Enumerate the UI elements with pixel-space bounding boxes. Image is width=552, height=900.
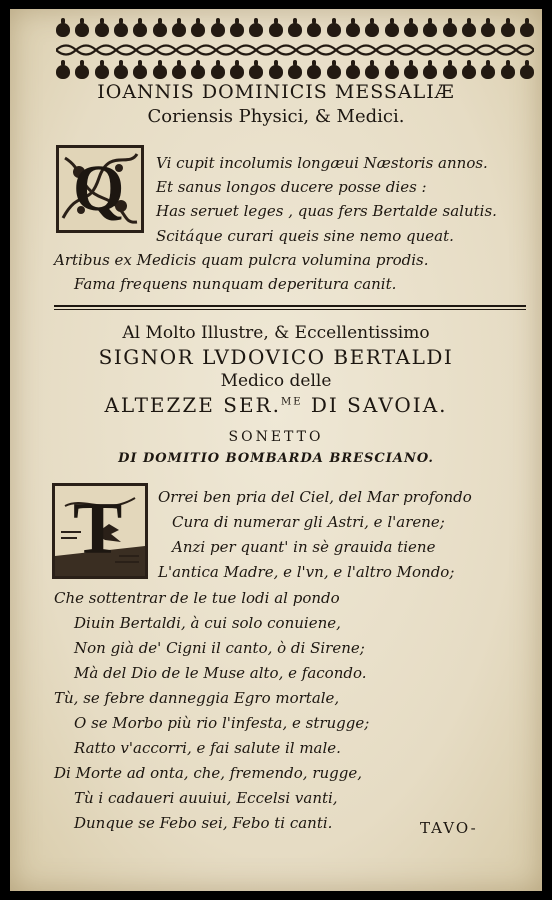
sonnet-line-9: Tù, se febre danneggia Egro mortale,	[54, 689, 340, 707]
epigram-initial-woodcut	[56, 145, 144, 233]
dedication-line2: SIGNOR LVDOVICO BERTALDI	[98, 345, 454, 369]
sonnet-heading: SONETTO	[228, 429, 324, 445]
epigram-line-3: Has seruet leges , quas fers Bertalde salutis.	[156, 202, 497, 220]
dedication-line3: Medico delle	[220, 371, 332, 391]
dedication-line1: Al Molto Illustre, & Eccellentissimo	[122, 323, 430, 343]
dedication-altezze: ALTEZZE SER.	[104, 393, 281, 417]
sonnet-line-2: Cura di numerar gli Astri, e l'arene;	[172, 513, 445, 531]
dedication-superscript: ME	[280, 396, 303, 408]
section-divider	[54, 305, 526, 307]
section-divider-thin	[54, 309, 526, 310]
sonnet-line-13: Tù i cadaueri auuiui, Eccelsi vanti,	[74, 789, 338, 807]
headband-scroll	[56, 41, 534, 59]
sonnet-line-8: Mà del Dio de le Muse alto, e facondo.	[74, 664, 367, 682]
sonnet-line-5: Che sottentrar de le tue lodi al pondo	[54, 589, 340, 607]
epigram-line-1: Vi cupit incolumis longæui Næstoris annos.	[156, 154, 488, 172]
sonnet-line-6: Diuin Bertaldi, à cui solo conuiene,	[74, 614, 341, 632]
sonnet-initial-letter: T	[73, 488, 123, 570]
dedication-savoia: DI SAVOIA.	[302, 393, 448, 417]
sonnet-line-10: O se Morbo più rio l'infesta, e strugge;	[74, 714, 370, 732]
epigram-line-4: Scitáque curari queis sine nemo queat.	[156, 227, 454, 245]
book-page	[10, 9, 542, 891]
epigram-line-2: Et sanus longos ducere posse dies :	[156, 178, 427, 196]
header-title-line2: Coriensis Physici, & Medici.	[147, 106, 405, 127]
epigram-line-6: Fama frequens nunquam deperitura canit.	[74, 275, 397, 293]
sonnet-line-14: Dunque se Febo sei, Febo ti canti.	[74, 814, 333, 832]
epigram-line-5: Artibus ex Medicis quam pulcra volumina prodis.	[54, 251, 429, 269]
sonnet-initial-woodcut	[52, 483, 148, 579]
headband-bottom-row	[56, 65, 534, 79]
catchword: TAVO-	[420, 819, 478, 837]
header-title-line1: IOANNIS DOMINICIS MESSALIÆ	[97, 81, 455, 103]
sonnet-line-3: Anzi per quant' in sè grauida tiene	[172, 538, 436, 556]
sonnet-line-1: Orrei ben pria del Ciel, del Mar profondo	[158, 488, 472, 506]
sonnet-line-7: Non già de' Cigni il canto, ò di Sirene;	[74, 639, 365, 657]
dedication-line4	[10, 393, 542, 417]
headband-top-row	[56, 23, 534, 37]
epigram-initial-letter: Q	[73, 152, 125, 225]
sonnet-author: DI DOMITIO BOMBARDA BRESCIANO.	[118, 451, 434, 466]
sonnet-line-4: L'antica Madre, e l'vn, e l'altro Mondo;	[158, 563, 455, 581]
sonnet-line-12: Di Morte ad onta, che, fremendo, rugge,	[54, 764, 363, 782]
sonnet-line-11: Ratto v'accorri, e fai salute il male.	[74, 739, 341, 757]
